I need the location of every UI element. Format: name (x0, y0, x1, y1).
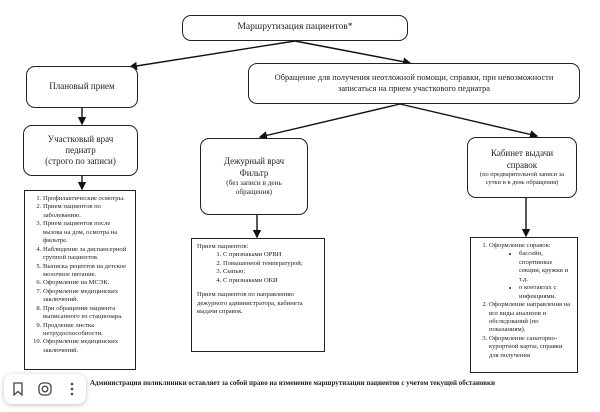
bookmark-icon[interactable] (5, 376, 31, 402)
list-item: 6. Оформление на МСЭК. (43, 279, 130, 287)
list-item: 1. Профилактические осмотры. (43, 195, 130, 203)
more-icon[interactable] (59, 376, 85, 402)
list-item: • о контактах с инфекциями. (519, 284, 572, 301)
office-title-line1: Кабинет выдачи (490, 148, 554, 159)
list-item: 3. Сыпью; (223, 268, 319, 276)
duty-title-line2: Фильтр (239, 167, 269, 178)
urgent-label: Обращение для получения неотложной помощи, справки, при невозможности записаться на прием участкового педиатра (274, 73, 554, 93)
district-doctor-box (23, 125, 138, 176)
list-item: 1. С признаками ОРВИ (223, 251, 319, 259)
district-duties-list (24, 190, 136, 370)
arrow-urgent-office (400, 104, 537, 136)
duty-list-outro: Прием пациентов по направлению дежурного администратора, кабинета выдачи справок. (197, 291, 303, 316)
duty-list (191, 238, 325, 352)
lens-icon[interactable] (32, 376, 58, 402)
list-item: 2. Повышенной температурой; (223, 260, 319, 268)
title-box (182, 15, 408, 41)
duty-list-intro: Прием пациентов: (197, 243, 249, 250)
office-list (470, 237, 578, 373)
list-item: 5. Выписка рецептов на детское молочное питание. (43, 263, 130, 280)
list-item: 2. Оформление направления на все виды анализов и обследований (по показаниям). (489, 301, 572, 335)
list-item (489, 242, 572, 301)
duty-title-line1: Дежурный врач (223, 156, 285, 167)
list-item: 3. Оформление санаторно-курортной карты, справки для получения (489, 335, 572, 360)
image-toolbar (4, 374, 86, 404)
urgent-box (248, 63, 580, 104)
certificate-office-box (467, 137, 577, 198)
list-item: 7. Оформление медицинских заключений. (43, 288, 130, 305)
planned-box (26, 66, 138, 108)
office-item-1: Оформление справок: (489, 242, 551, 249)
duty-note: (без записи в день обращения) (226, 178, 282, 196)
diagram-title: Маршрутизация пациентов* (237, 22, 353, 33)
duty-doctor-box (200, 138, 308, 215)
list-item: 4. Наблюдение за диспансерной группой пациентов. (43, 246, 130, 263)
office-title-line2: справок (506, 159, 538, 170)
planned-label: Плановый прием (49, 81, 115, 92)
office-note: (по предварительной записи за сутки и в день обращения) (479, 170, 565, 186)
list-item: 4. С признаками ОКИ (223, 277, 319, 285)
arrow-urgent-duty (260, 104, 400, 137)
district-title-line2: педиатр (65, 144, 96, 155)
arrow-title-urgent (295, 41, 410, 63)
list-item: 9. Продление листка нетрудоспособности. (43, 322, 130, 339)
list-item: 8. При обращении пациента выписанного из стационара. (43, 305, 130, 322)
district-title-line1: Участковый врач (47, 133, 114, 144)
footnote: Администрация поликлиники оставляет за собой право на изменение маршрутизации пациентов с учетом текущей обстановки (90, 379, 496, 387)
list-item: 2. Прием пациентов по заболеванию. (43, 203, 130, 220)
list-item: 10. Оформление медицинских заключений. (43, 338, 130, 355)
list-item: 3. Прием пациентов после вызова на дом, осмотра на фильтре. (43, 220, 130, 245)
district-note: (строго по записи) (45, 156, 116, 167)
list-item: • бассейн, спортивные секции, кружки и т.д. (519, 250, 572, 284)
